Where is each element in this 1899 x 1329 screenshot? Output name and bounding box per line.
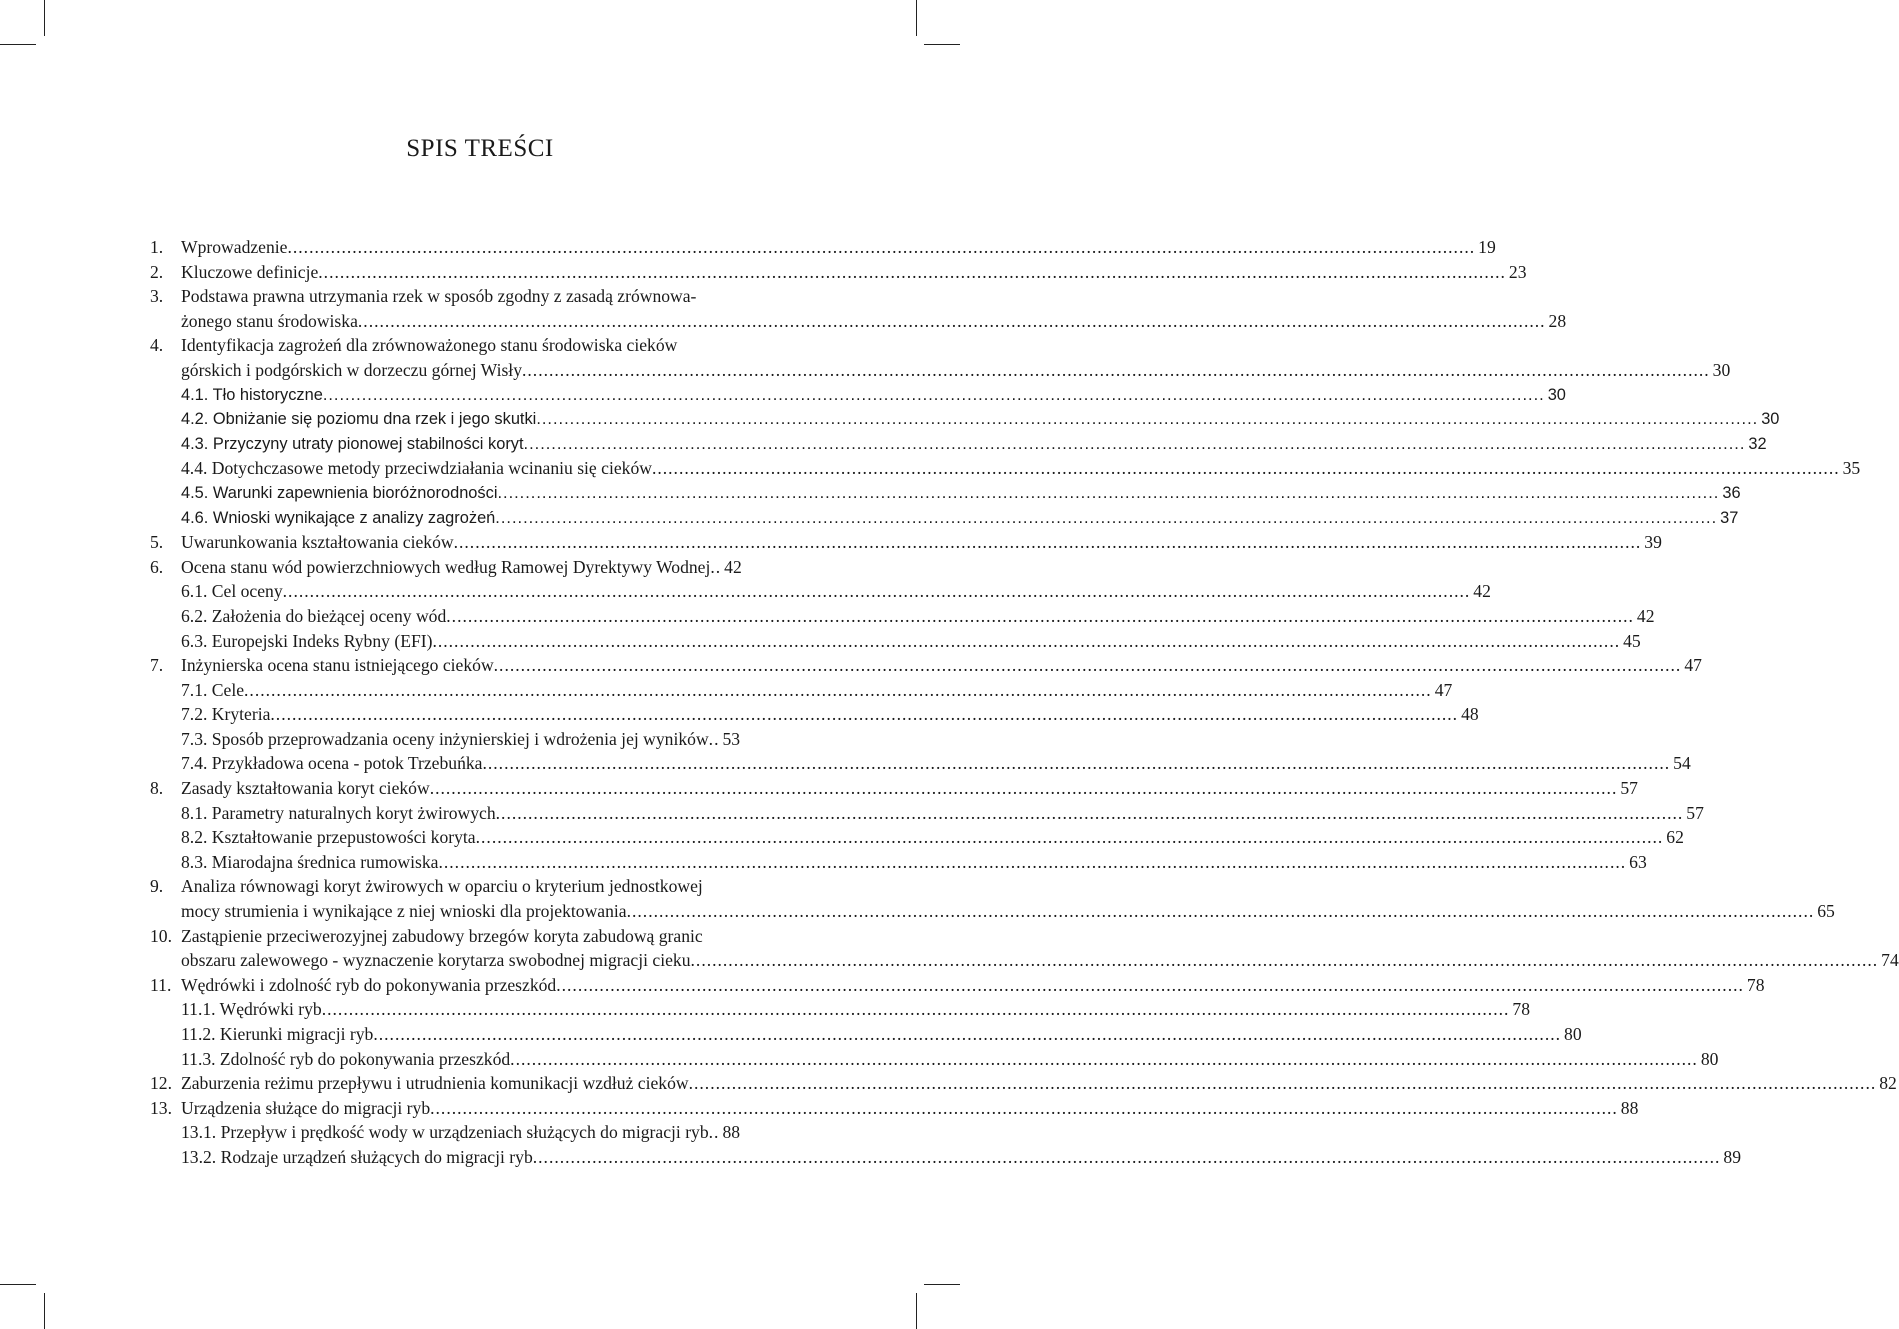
toc-entry <box>150 604 1655 629</box>
toc-entry <box>150 383 1566 408</box>
toc-entry-title: 8.2. Kształtowanie przepustowości koryta <box>181 827 476 848</box>
toc-entry-title: Kluczowe definicje <box>181 261 319 282</box>
toc-page-number: 42 <box>724 556 742 577</box>
toc-entry-number: 12. <box>150 1073 172 1094</box>
toc-entry-number: 13. <box>150 1097 172 1118</box>
toc-dot-leader: ............................................................................................................................................................................................................................ <box>651 458 1840 479</box>
toc-entry-title: obszaru zalewowego - wyznaczenie korytarza swobodnej migracji cieku <box>181 950 691 971</box>
crop-mark <box>0 1284 36 1285</box>
crop-mark <box>924 44 960 45</box>
toc-entry <box>150 727 812 752</box>
toc-entry-title: Uwarunkowania kształtowania cieków <box>181 532 454 553</box>
toc-page-number: 30 <box>1712 359 1731 380</box>
toc-entry-title: 4.3. Przyczyny utraty pionowej stabilności koryt <box>181 434 524 453</box>
toc-page-number: 45 <box>1623 630 1641 651</box>
toc-page-number: 42 <box>1636 605 1655 626</box>
toc-dot-leader: ............................................................................................................................................................................................................................ <box>446 605 1634 626</box>
toc-entry-title: 4.4. Dotychczasowe metody przeciwdziałania wcinaniu się cieków <box>181 458 652 479</box>
page-title: SPIS TREŚCI <box>406 135 554 162</box>
toc-dot-leader: ............................................................................................................................................................................................................................ <box>523 434 1746 453</box>
toc-dot-leader: ............................................................................................................................................................................................................................ <box>475 827 1664 848</box>
toc-dot-leader: ............................................................................................................................................................................................................................ <box>438 851 1627 872</box>
toc-entry-title: 7.2. Kryteria <box>181 704 271 725</box>
crop-mark <box>0 44 36 45</box>
toc-dot-leader: ............................................................................................................................................................................................................................ <box>429 778 1618 799</box>
toc-dot-leader: ............................................................................................................................................................................................................................ <box>244 679 1432 700</box>
toc-page-number: 74 <box>1881 950 1899 971</box>
toc-entry <box>150 555 812 580</box>
toc-entry-title: Zaburzenia reżimu przepływu i utrudnienia komunikacji wzdłuż cieków <box>181 1073 689 1094</box>
table-of-contents <box>150 235 1899 1170</box>
toc-dot-leader: ............................................................................................................................................................................................................................ <box>453 532 1642 553</box>
toc-dot-leader: ............................................................................................................................................................................................................................ <box>270 704 1459 725</box>
toc-entry-number: 2. <box>150 261 164 282</box>
toc-entry-title: Podstawa prawna utrzymania rzek w sposób zgodny z zasadą zrównowa- <box>181 286 697 307</box>
toc-entry <box>150 653 1702 678</box>
toc-dot-leader: ............................................................................................................................................................................................................................ <box>373 1024 1562 1044</box>
toc-dot-leader: .. <box>710 556 722 577</box>
toc-entry-title: 4.6. Wnioski wynikające z analizy zagrożeń <box>181 508 496 527</box>
toc-page-number: 32 <box>1748 434 1767 453</box>
toc-entry <box>150 1120 812 1145</box>
toc-dot-leader: ............................................................................................................................................................................................................................ <box>690 950 1879 971</box>
toc-page-number: 30 <box>1761 410 1780 429</box>
toc-dot-leader: ............................................................................................................................................................................................................................ <box>495 508 1718 527</box>
toc-entry-title: mocy strumienia i wynikające z niej wnioski dla projektowania <box>181 901 627 922</box>
toc-page-number: 39 <box>1644 532 1662 553</box>
toc-dot-leader: ............................................................................................................................................................................................................................ <box>532 1146 1721 1167</box>
toc-dot-leader: ............................................................................................................................................................................................................................ <box>493 655 1682 676</box>
toc-entry-title: 8.1. Parametry naturalnych koryt żwirowych <box>181 802 496 823</box>
toc-page-number: 65 <box>1817 901 1835 922</box>
toc-entry <box>150 1022 1582 1047</box>
toc-page-number: 78 <box>1512 999 1530 1020</box>
toc-page-number: 57 <box>1620 778 1638 799</box>
toc-entry <box>150 407 1780 432</box>
toc-dot-leader: ............................................................................................................................................................................................................................ <box>510 1048 1698 1069</box>
toc-dot-leader: ............................................................................................................................................................................................................................ <box>357 310 1546 331</box>
toc-page-number: 47 <box>1684 655 1702 676</box>
toc-page-number: 88 <box>1620 1097 1639 1118</box>
toc-dot-leader: .. <box>708 728 720 749</box>
toc-entry-title: 7.3. Sposób przeprowadzania oceny inżynierskiej i wdrożenia jej wyników <box>181 728 709 749</box>
toc-entry-title: 7.4. Przykładowa ocena - potok Trzebuńka <box>181 753 483 774</box>
toc-entry <box>150 948 1899 973</box>
toc-page-number: 89 <box>1723 1146 1741 1167</box>
toc-entry-title: Inżynierska ocena stanu istniejącego cieków <box>181 655 494 676</box>
toc-entry <box>150 358 1731 383</box>
toc-entry-title: 4.2. Obniżanie się poziomu dna rzek i jego skutki <box>181 410 537 429</box>
toc-entry <box>150 481 1741 506</box>
toc-entry <box>150 702 1479 727</box>
toc-entry <box>150 825 1684 850</box>
crop-mark <box>916 0 917 36</box>
toc-dot-leader: ............................................................................................................................................................................................................................ <box>536 410 1759 429</box>
toc-page-number: 42 <box>1473 581 1491 602</box>
toc-dot-leader: ............................................................................................................................................................................................................................ <box>287 237 1476 257</box>
toc-page-number: 37 <box>1720 508 1739 527</box>
toc-page-number: 30 <box>1547 385 1566 404</box>
toc-entry <box>150 309 1567 334</box>
toc-dot-leader: ............................................................................................................................................................................................................................ <box>321 999 1510 1020</box>
toc-page-number: 57 <box>1686 802 1704 823</box>
toc-entry-title: 13.2. Rodzaje urządzeń służących do migracji ryb <box>181 1146 533 1167</box>
toc-entry <box>150 973 1765 998</box>
toc-entry-title: 4.5. Warunki zapewnienia bioróżnorodności <box>181 483 498 502</box>
toc-page-number: 54 <box>1673 753 1691 774</box>
toc-page-number: 53 <box>722 728 741 749</box>
toc-page-number: 88 <box>722 1122 741 1143</box>
toc-entry <box>150 1145 1741 1170</box>
toc-entry-title: 8.3. Miarodajna średnica rumowiska <box>181 851 439 872</box>
toc-page-number: 36 <box>1722 483 1741 502</box>
toc-dot-leader: .. <box>708 1122 720 1143</box>
toc-entry-number: 11. <box>150 974 172 995</box>
toc-entry-title: górskich i podgórskich w dorzeczu górnej Wisły <box>181 359 522 380</box>
toc-entry-title: 7.1. Cele <box>181 679 245 700</box>
crop-mark <box>916 1293 917 1329</box>
toc-page-number: 47 <box>1434 679 1453 700</box>
toc-entry <box>150 776 1638 801</box>
toc-entry <box>150 333 812 358</box>
toc-entry-number: 7. <box>150 655 164 676</box>
toc-page-number: 78 <box>1746 974 1765 995</box>
toc-entry-title: Urządzenia służące do migracji ryb <box>181 1097 431 1118</box>
toc-entry-title: Wprowadzenie <box>181 237 288 257</box>
toc-page-number: 82 <box>1879 1073 1897 1094</box>
toc-entry-number: 4. <box>150 335 164 356</box>
toc-entry <box>150 678 1453 703</box>
toc-dot-leader: ............................................................................................................................................................................................................................ <box>432 630 1621 651</box>
toc-entry-title: Wędrówki i zdolność ryb do pokonywania przeszkód <box>181 974 557 995</box>
toc-entry <box>150 850 1647 875</box>
toc-page-number: 48 <box>1461 704 1479 725</box>
toc-entry-title: Zasady kształtowania koryt cieków <box>181 778 430 799</box>
toc-entry <box>150 235 1496 260</box>
toc-entry <box>150 432 1767 457</box>
toc-entry <box>150 1096 1639 1121</box>
toc-entry-title: Zastąpienie przeciwerozyjnej zabudowy brzegów koryta zabudową granic <box>181 925 703 946</box>
toc-dot-leader: ............................................................................................................................................................................................................................ <box>688 1073 1877 1094</box>
toc-page-number: 62 <box>1666 827 1684 848</box>
toc-dot-leader: ............................................................................................................................................................................................................................ <box>495 802 1684 823</box>
toc-entry <box>150 751 1691 776</box>
crop-mark <box>44 1293 45 1329</box>
toc-entry-title: 6.3. Europejski Indeks Rybny (EFI) <box>181 630 433 651</box>
toc-entry <box>150 899 1835 924</box>
toc-entry-number: 3. <box>150 286 164 307</box>
toc-entry-number: 5. <box>150 532 164 553</box>
toc-dot-leader: ............................................................................................................................................................................................................................ <box>282 581 1471 602</box>
toc-dot-leader: ............................................................................................................................................................................................................................ <box>626 901 1815 922</box>
toc-dot-leader: ............................................................................................................................................................................................................................ <box>322 385 1545 404</box>
toc-page-number: 80 <box>1700 1048 1719 1069</box>
toc-entry-number: 8. <box>150 778 164 799</box>
toc-entry <box>150 997 1530 1022</box>
toc-entry <box>150 284 812 309</box>
toc-entry <box>150 874 812 899</box>
toc-entry-title: żonego stanu środowiska <box>181 310 358 331</box>
toc-page-number: 35 <box>1842 458 1861 479</box>
toc-entry-title: 6.1. Cel oceny <box>181 581 283 602</box>
toc-entry-title: Ocena stanu wód powierzchniowych według Ramowej Dyrektywy Wodnej <box>181 556 711 577</box>
toc-entry <box>150 260 1527 285</box>
toc-dot-leader: ............................................................................................................................................................................................................................ <box>497 483 1720 502</box>
toc-entry <box>150 924 812 949</box>
toc-entry <box>150 530 1662 555</box>
toc-page-number: 19 <box>1478 237 1496 257</box>
toc-entry <box>150 579 1491 604</box>
toc-entry-number: 6. <box>150 556 164 577</box>
toc-entry-title: Analiza równowagi koryt żwirowych w oparciu o kryterium jednostkowej <box>181 876 703 897</box>
toc-page-number: 23 <box>1508 261 1527 282</box>
toc-page-number: 28 <box>1548 310 1567 331</box>
toc-entry-title: 4.1. Tło historyczne <box>181 385 323 404</box>
toc-dot-leader: ............................................................................................................................................................................................................................ <box>318 261 1506 282</box>
toc-entry-title: 11.2. Kierunki migracji ryb <box>181 1024 374 1044</box>
toc-entry <box>150 506 1739 531</box>
toc-entry-number: 9. <box>150 876 164 897</box>
toc-page-number: 63 <box>1629 851 1647 872</box>
crop-mark <box>44 0 45 36</box>
crop-mark <box>924 1284 960 1285</box>
toc-entry <box>150 1071 1897 1096</box>
toc-entry-title: 11.1. Wędrówki ryb <box>181 999 322 1020</box>
toc-dot-leader: ............................................................................................................................................................................................................................ <box>556 974 1744 995</box>
toc-entry-number: 10. <box>150 925 172 946</box>
toc-dot-leader: ............................................................................................................................................................................................................................ <box>482 753 1671 774</box>
toc-entry-title: 13.1. Przepływ i prędkość wody w urządzeniach służących do migracji ryb <box>181 1122 709 1143</box>
toc-entry <box>150 801 1704 826</box>
toc-entry-number: 1. <box>150 237 164 257</box>
toc-entry-title: Identyfikacja zagrożeń dla zrównoważonego stanu środowiska cieków <box>181 335 678 356</box>
toc-entry-title: 6.2. Założenia do bieżącej oceny wód <box>181 605 447 626</box>
toc-entry-title: 11.3. Zdolność ryb do pokonywania przeszkód <box>181 1048 511 1069</box>
toc-entry <box>150 456 1861 481</box>
toc-entry <box>150 629 1641 654</box>
toc-entry <box>150 1047 1719 1072</box>
toc-dot-leader: ............................................................................................................................................................................................................................ <box>522 359 1710 380</box>
toc-dot-leader: ............................................................................................................................................................................................................................ <box>430 1097 1618 1118</box>
toc-page-number: 80 <box>1564 1024 1582 1044</box>
